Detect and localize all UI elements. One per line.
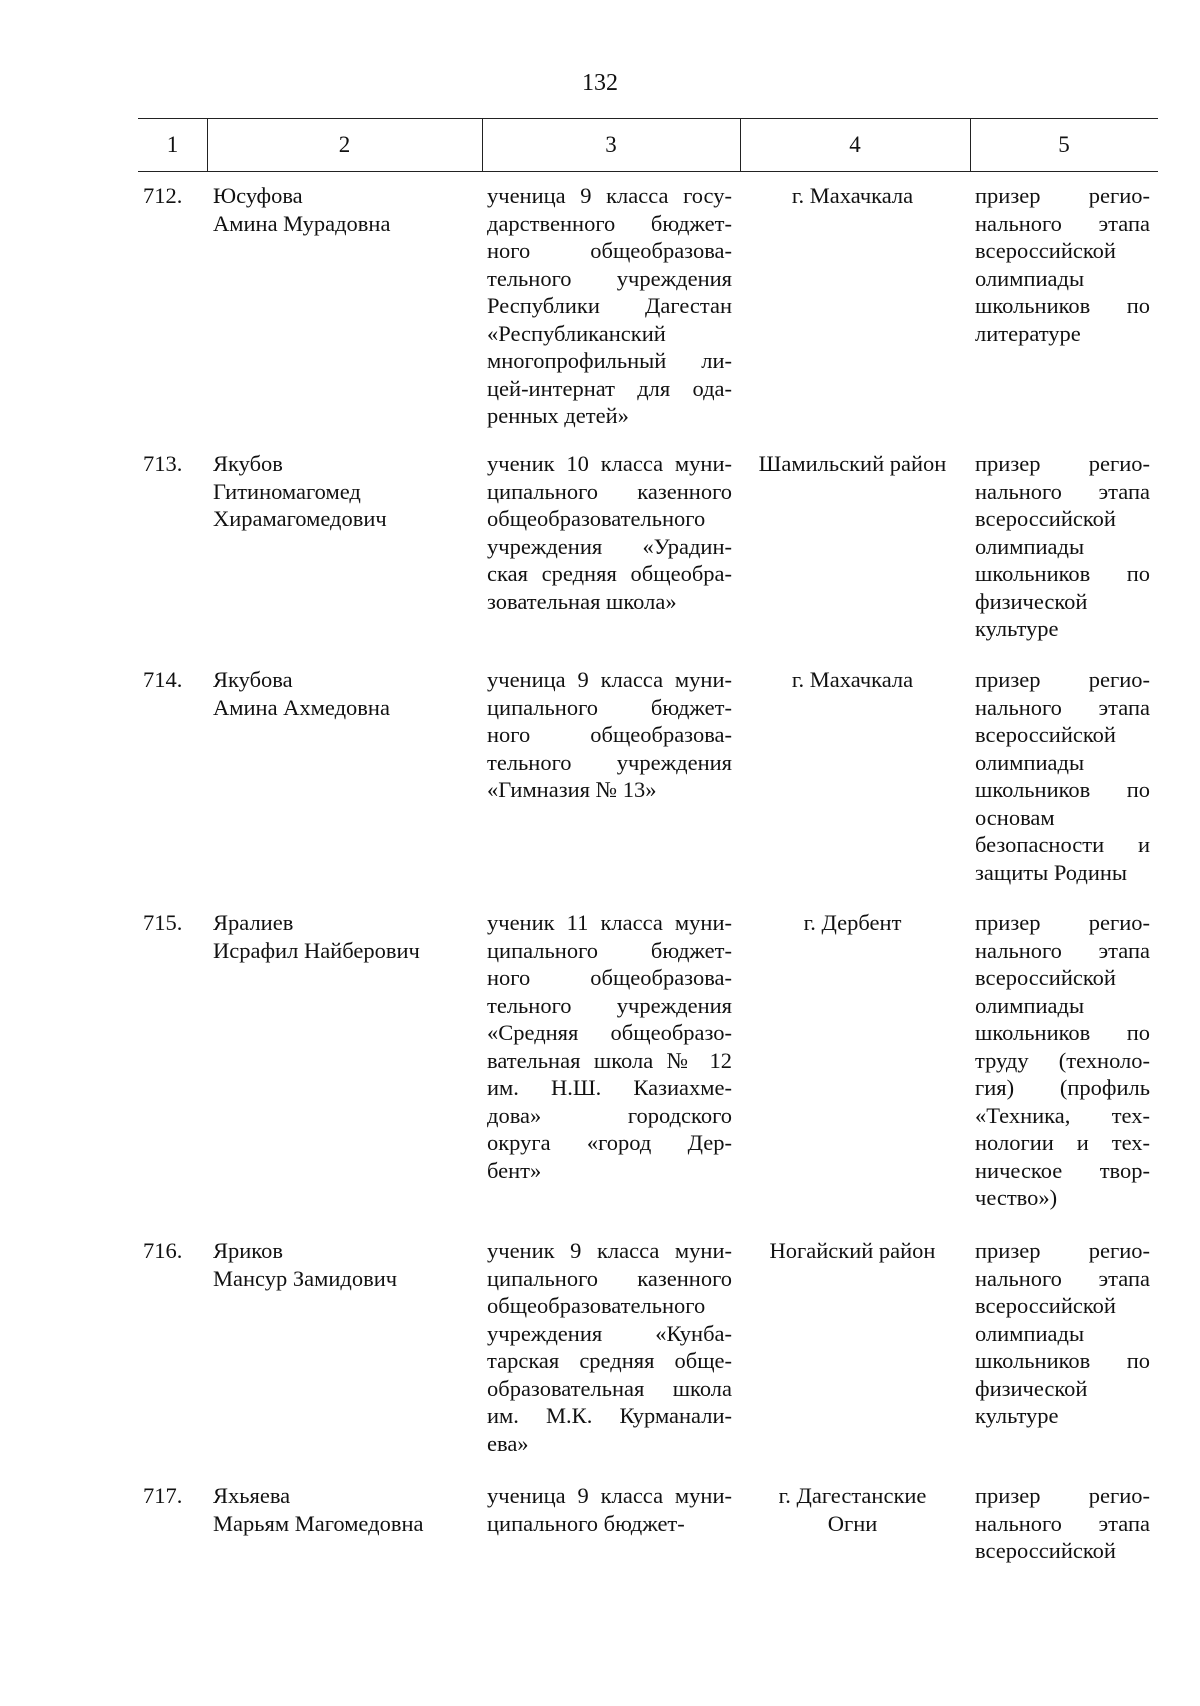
text-line: школьников по xyxy=(975,777,1150,802)
table-row xyxy=(0,450,1200,641)
location xyxy=(745,182,960,210)
text-line: ская средняя общеобра- xyxy=(487,561,732,586)
student-name xyxy=(213,450,473,533)
text-line: округа «город Дер- xyxy=(487,1130,732,1155)
text-line: нологии и тех- xyxy=(975,1130,1150,1155)
table-row xyxy=(0,666,1200,885)
text-line: «Республиканский xyxy=(487,320,666,346)
award-description xyxy=(975,182,1150,347)
text-line: вательная школа № 12 xyxy=(487,1047,732,1073)
row-number: 715. xyxy=(143,910,183,935)
text-line: многопрофильный ли- xyxy=(487,348,732,373)
text-line: нального этапа xyxy=(975,210,1150,236)
text-line: Шамильский район xyxy=(758,451,947,476)
text-line: тельного учреждения xyxy=(487,992,732,1018)
text-line: олимпиады xyxy=(975,265,1085,291)
award-description xyxy=(975,1482,1150,1565)
student-name xyxy=(213,909,473,964)
text-line: ренных детей» xyxy=(487,403,629,428)
header-cell-2: 2 xyxy=(338,132,351,157)
text-line: Амина Ахмедовна xyxy=(213,694,390,720)
text-line: всероссийской xyxy=(975,1538,1116,1563)
row-number: 716. xyxy=(143,1238,183,1263)
text-line: всероссийской xyxy=(975,1293,1116,1318)
text-line: им. М.К. Курманали- xyxy=(487,1403,732,1428)
text-line: школьников по xyxy=(975,1348,1150,1373)
award-description xyxy=(975,1237,1150,1430)
header-cell-1: 1 xyxy=(166,132,179,157)
text-line: цей-интернат для ода- xyxy=(487,375,732,401)
text-line: ного общеобразова- xyxy=(487,238,732,263)
text-line: Хирамагомедович xyxy=(213,506,387,531)
text-line: дова» городского xyxy=(487,1102,732,1128)
text-line: безопасности и xyxy=(975,832,1150,857)
text-line: ципального бюджет- xyxy=(487,937,732,963)
text-line: ученик 9 класса муни- xyxy=(487,1238,732,1263)
student-name xyxy=(213,182,473,237)
text-line: ного общеобразова- xyxy=(487,722,732,747)
text-line: «Средняя общеобразо- xyxy=(487,1020,732,1045)
header-cell-3: 3 xyxy=(605,132,617,157)
text-line: зовательная школа» xyxy=(487,588,677,614)
table-row xyxy=(0,909,1200,1210)
row-number: 717. xyxy=(143,1483,183,1508)
text-line: всероссийской xyxy=(975,965,1116,990)
text-line: Якубов xyxy=(213,451,283,476)
award-description xyxy=(975,450,1150,643)
text-line: всероссийской xyxy=(975,722,1116,747)
text-line: Якубова xyxy=(213,667,293,692)
text-line: нального этапа xyxy=(975,937,1150,963)
student-name xyxy=(213,1482,473,1537)
text-line: призер регио- xyxy=(975,1238,1150,1263)
location xyxy=(745,909,960,937)
text-line: г. Махачкала xyxy=(791,183,914,208)
text-line: нального этапа xyxy=(975,478,1150,504)
text-line: призер регио- xyxy=(975,910,1150,935)
table-row xyxy=(0,182,1200,428)
location xyxy=(745,1482,960,1537)
award-description xyxy=(975,666,1150,886)
student-name xyxy=(213,1237,473,1292)
location xyxy=(745,1237,960,1265)
text-line: Амина Мурадовна xyxy=(213,210,391,236)
text-line: ническое твор- xyxy=(975,1157,1150,1183)
text-line: призер регио- xyxy=(975,451,1150,476)
text-line: им. Н.Ш. Казиахме- xyxy=(487,1075,732,1100)
text-line: дарственного бюджет- xyxy=(487,210,732,236)
text-line: Мансур Замидович xyxy=(213,1265,398,1291)
text-line: тарская средняя обще- xyxy=(487,1348,732,1373)
row-number: 714. xyxy=(143,667,183,692)
text-line: образовательная школа xyxy=(487,1375,732,1401)
text-line: ципального бюджет- xyxy=(487,694,732,720)
text-line: школьников по xyxy=(975,293,1150,318)
school-description xyxy=(487,1482,732,1537)
text-line: школьников по xyxy=(975,1020,1150,1045)
text-line: г. Дагестанские xyxy=(778,1483,927,1508)
text-line: Ногайский район xyxy=(769,1238,936,1263)
text-line: Яриков xyxy=(213,1238,283,1263)
text-line: олимпиады xyxy=(975,533,1085,559)
location xyxy=(745,666,960,694)
text-line: всероссийской xyxy=(975,238,1116,263)
text-line: всероссийской xyxy=(975,506,1116,531)
text-line: ева» xyxy=(487,1430,529,1456)
text-line: нального этапа xyxy=(975,694,1150,720)
school-description xyxy=(487,666,732,804)
text-line: Огни xyxy=(827,1510,878,1536)
table-header xyxy=(138,118,1158,172)
text-line: ципального казенного xyxy=(487,1265,732,1291)
school-description xyxy=(487,450,732,615)
text-line: ципального казенного xyxy=(487,478,732,504)
text-line: Яхьяева xyxy=(213,1483,291,1508)
table-row xyxy=(0,1237,1200,1456)
text-line: олимпиады xyxy=(975,992,1085,1018)
header-cell-5: 5 xyxy=(1058,132,1070,157)
text-line: общеобразовательного xyxy=(487,506,706,531)
row-number: 712. xyxy=(143,183,183,208)
text-line: учреждения «Кунба- xyxy=(487,1320,732,1346)
text-line: тельного учреждения xyxy=(487,265,732,291)
text-line: Гитиномагомед xyxy=(213,478,361,504)
text-line: Исрафил Найберович xyxy=(213,937,420,963)
text-line: общеобразовательного xyxy=(487,1293,706,1318)
text-line: «Техника, тех- xyxy=(975,1102,1150,1128)
text-line: школьников по xyxy=(975,561,1150,586)
school-description xyxy=(487,182,732,430)
text-line: призер регио- xyxy=(975,667,1150,692)
text-line: гия) (профиль xyxy=(975,1075,1150,1100)
header-cell-4: 4 xyxy=(849,132,861,157)
text-line: ученик 10 класса муни- xyxy=(487,451,732,476)
text-line: бент» xyxy=(487,1157,542,1183)
text-line: литературе xyxy=(975,320,1081,346)
text-line: Марьям Магомедовна xyxy=(213,1510,424,1536)
text-line: тельного учреждения xyxy=(487,749,732,775)
text-line: Республики Дагестан xyxy=(487,293,732,318)
text-line: физической xyxy=(975,1375,1088,1401)
text-line: чество») xyxy=(975,1185,1058,1210)
school-description xyxy=(487,1237,732,1457)
text-line: физической xyxy=(975,588,1088,614)
text-line: Яралиев xyxy=(213,910,294,935)
text-line: ципального бюджет- xyxy=(487,1510,685,1536)
page-number: 132 xyxy=(582,70,618,96)
text-line: Юсуфова xyxy=(213,183,303,208)
award-description xyxy=(975,909,1150,1212)
text-line: культуре xyxy=(975,616,1059,641)
text-line: учреждения «Урадин- xyxy=(487,533,732,559)
text-line: основам xyxy=(975,804,1055,830)
text-line: призер регио- xyxy=(975,183,1150,208)
text-line: ученица 9 класса муни- xyxy=(487,1483,732,1508)
table-row xyxy=(0,1482,1200,1563)
location xyxy=(745,450,960,478)
text-line: нального этапа xyxy=(975,1265,1150,1291)
text-line: ного общеобразова- xyxy=(487,965,732,990)
text-line: ученик 11 класса муни- xyxy=(487,910,732,935)
text-line: олимпиады xyxy=(975,749,1085,775)
text-line: ученица 9 класса госу- xyxy=(487,183,732,208)
school-description xyxy=(487,909,732,1184)
text-line: г. Махачкала xyxy=(791,667,914,692)
row-number: 713. xyxy=(143,451,183,476)
text-line: защиты Родины xyxy=(975,859,1128,885)
text-line: г. Дербент xyxy=(803,910,902,935)
text-line: культуре xyxy=(975,1403,1059,1428)
text-line: труду (техноло- xyxy=(975,1047,1150,1073)
text-line: олимпиады xyxy=(975,1320,1085,1346)
text-line: «Гимназия № 13» xyxy=(487,777,657,802)
text-line: призер регио- xyxy=(975,1483,1150,1508)
text-line: нального этапа xyxy=(975,1510,1150,1536)
student-name xyxy=(213,666,473,721)
text-line: ученица 9 класса муни- xyxy=(487,667,732,692)
